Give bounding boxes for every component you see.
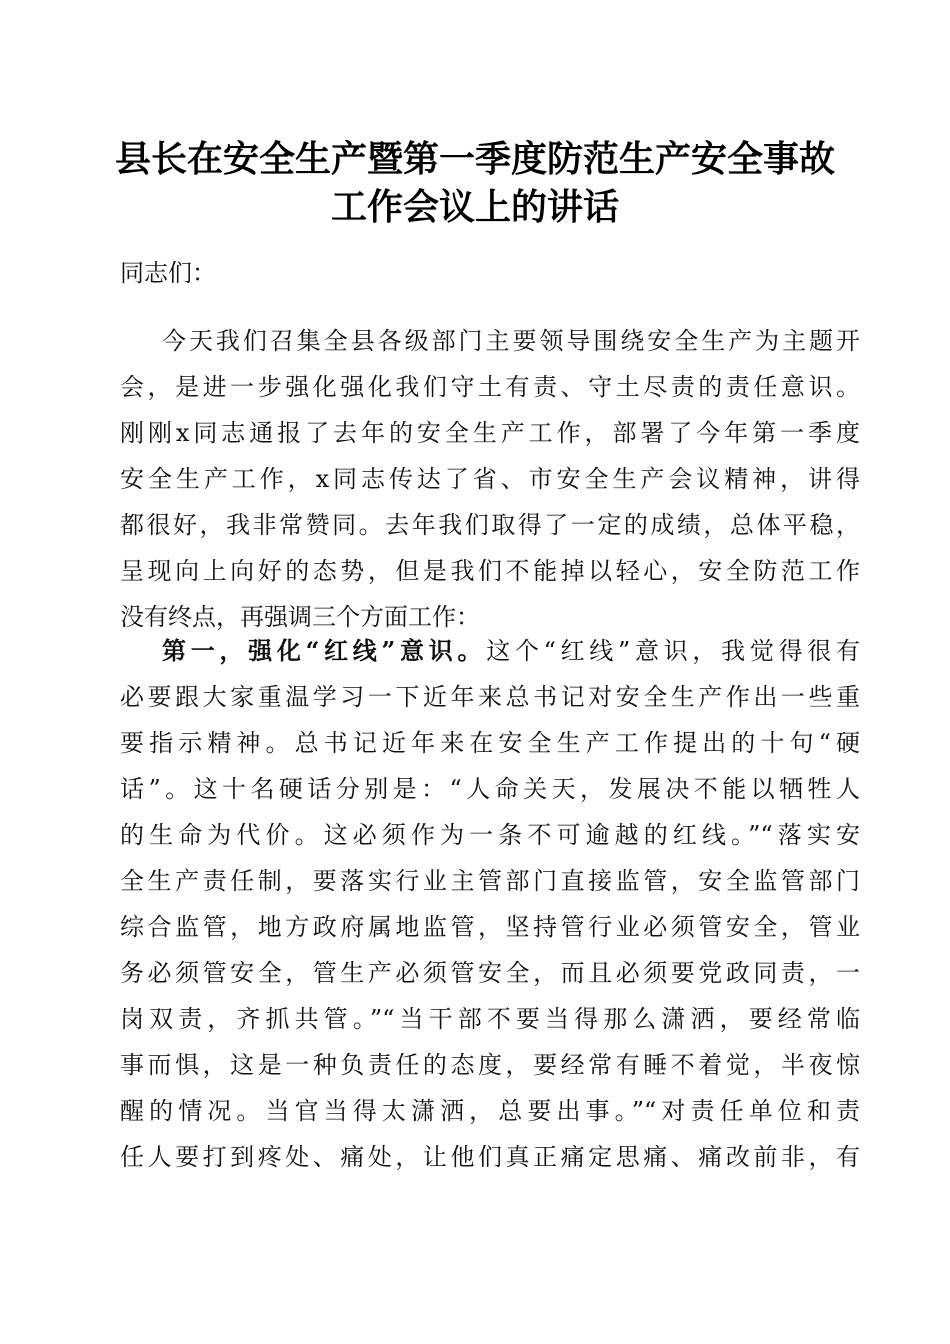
paragraph-2-line: 全生产责任制，要落实行业主管部门直接监管，安全监管部门	[120, 867, 860, 895]
paragraph-2-line: 任人要打到疼处、痛处，让他们真正痛定思痛、痛改前非，有	[120, 1143, 860, 1171]
paragraph-2	[120, 628, 860, 1180]
paragraph-2-line: 话”。这十名硬话分别是：“人命关天，发展决不能以牺牲人	[120, 775, 860, 803]
paragraph-1	[120, 318, 860, 640]
paragraph-1-line: 会，是进一步强化强化我们守土有责、守土尽责的责任意识。	[120, 373, 860, 401]
paragraph-2-line: 要指示精神。总书记近年来在安全生产工作提出的十句“硬	[120, 729, 860, 757]
paragraph-2-line: 的生命为代价。这必须作为一条不可逾越的红线。”“落实安	[120, 821, 860, 849]
paragraph-2-line: 醒的情况。当官当得太潇洒，总要出事。”“对责任单位和责	[120, 1097, 860, 1125]
document-title-line-1: 县长在安全生产暨第一季度防范生产安全事故	[114, 138, 835, 180]
section-heading: 第一，强化“红线”意识。	[162, 636, 487, 665]
paragraph-1-line: 刚刚x同志通报了去年的安全生产工作，部署了今年第一季度	[120, 419, 860, 447]
paragraph-2-first-line-rest: 这个“红线”意识，我觉得很有	[486, 637, 861, 665]
document-title-line-2: 工作会议上的讲话	[330, 186, 619, 228]
paragraph-2-line: 事而惧，这是一种负责任的态度，要经常有睡不着觉，半夜惊	[120, 1051, 860, 1079]
paragraph-2-line: 务必须管安全，管生产必须管安全，而且必须要党政同责，一	[120, 959, 860, 987]
paragraph-2-line: 综合监管，地方政府属地监管，坚持管行业必须管安全，管业	[120, 913, 860, 941]
paragraph-1-line: 都很好，我非常赞同。去年我们取得了一定的成绩，总体平稳，	[120, 511, 860, 539]
paragraph-2-first-line	[120, 628, 860, 674]
paragraph-2-line: 岗双责，齐抓共管。”“当干部不要当得那么潇洒，要经常临	[120, 1005, 860, 1033]
greeting: 同志们：	[120, 259, 216, 287]
paragraph-2-line: 必要跟大家重温学习一下近年来总书记对安全生产作出一些重	[120, 683, 860, 711]
paragraph-1-line: 没有终点，再强调三个方面工作：	[120, 603, 480, 631]
paragraph-1-line: 安全生产工作，x同志传达了省、市安全生产会议精神，讲得	[120, 465, 860, 493]
paragraph-1-line: 今天我们召集全县各级部门主要领导围绕安全生产为主题开	[162, 327, 860, 355]
paragraph-1-line: 呈现向上向好的态势，但是我们不能掉以轻心，安全防范工作	[120, 557, 860, 585]
